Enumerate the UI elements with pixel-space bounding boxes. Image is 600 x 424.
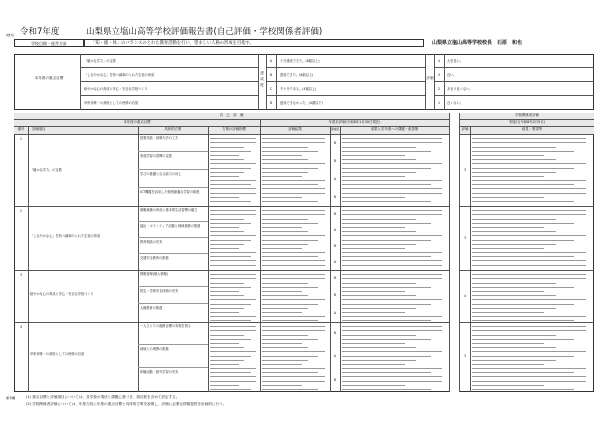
priority-item: 穏やかな心の育成と安心・安全な学校づくり <box>80 82 258 96</box>
measure: 規範意識の育成と基本的生活習慣の確立 <box>138 206 208 222</box>
priority-item: 甲州市唯一の高校としての使命の自覚 <box>84 101 139 105</box>
achievement-row <box>266 82 425 96</box>
result-text <box>262 271 328 321</box>
achievement-grade: B <box>266 68 277 81</box>
school-eval-grade: 3 <box>463 168 467 172</box>
ach-grade: B <box>333 195 337 199</box>
opinion-text <box>472 135 592 205</box>
policy-text-cell <box>84 39 424 47</box>
school-date-header: 実施日(令和8年2月5日) <box>460 120 594 127</box>
ach-grade: B <box>333 378 337 382</box>
priority-label: 本年度の重点目標 <box>34 76 64 80</box>
priority-list <box>80 54 258 110</box>
evaluation-text: あまり良くない。 <box>447 87 473 91</box>
ach-grade: B <box>333 212 337 216</box>
notes-line: (2) 学校関係者評価については、年度当初に年度の重点目標と具体的方策を説明し、評価に必要な情報提供を計画的に行う。 <box>26 402 227 406</box>
report-year: 令和7年度 <box>20 27 60 37</box>
notes-label: 備考欄 <box>6 396 16 400</box>
achievement-list <box>266 54 425 110</box>
result-text <box>262 207 328 269</box>
ach-grade: B <box>333 276 337 280</box>
evaluation-grade: 2 <box>437 87 441 91</box>
evaluation-label: 評価 <box>426 76 434 80</box>
policy-label-cell <box>14 39 84 47</box>
evaluation-text: 大変良い。 <box>447 59 463 63</box>
ach-grade: A <box>333 177 337 181</box>
priority-col-header: 本年度の重点目標 <box>14 120 260 127</box>
measure: 防災・学校安全体制の充実 <box>138 287 208 304</box>
method-text <box>210 323 258 391</box>
evaluation-row <box>434 54 594 68</box>
evaluation-text: 良い。 <box>447 73 457 77</box>
evaluation-row <box>434 96 594 110</box>
col-no-header: 番号 <box>14 127 28 134</box>
achievement-row <box>266 68 425 82</box>
achievement-grade: A <box>266 54 277 67</box>
achievement-row <box>266 96 425 110</box>
ach-grade: B <box>333 293 337 297</box>
measure: 情報管理(個人情報) <box>138 270 208 287</box>
school-eval-header: 学校関係者評価 <box>460 113 594 120</box>
col-measures-header: 具体的方策 <box>138 127 208 134</box>
ach-grade: A <box>333 311 337 315</box>
measure: 地域との連携の推進 <box>138 345 208 368</box>
principal-name: 山梨県立塩山高等学校校長 石原 和也 <box>432 40 523 46</box>
achievement-text: 達成できた。(6割以上) <box>280 73 314 77</box>
section-measures <box>138 270 208 322</box>
ach-grade: B <box>333 331 337 335</box>
evaluation-grade: 1 <box>437 101 441 105</box>
section-measures <box>138 206 208 270</box>
section-item: 「確かな学力」の定着 <box>30 168 62 172</box>
achievement-text: 十分達成できた。(8割以上) <box>280 59 320 63</box>
achievement-label: 達成度 <box>260 71 264 87</box>
col-opinion-header: 意見・要望等 <box>470 127 594 134</box>
evaluation-row <box>434 68 594 82</box>
section-no: 3 <box>19 273 23 277</box>
measure: 人権教育の推進 <box>140 306 163 310</box>
achievement-col <box>330 322 340 392</box>
table-gap <box>449 113 460 392</box>
achievement-col <box>330 270 340 322</box>
midterm-col-header: 年度末評価(令和8年1月30日現在) <box>260 120 449 127</box>
col-result-header: 評価結果 <box>260 127 330 134</box>
ach-grade: A <box>333 354 337 358</box>
ach-grade: B <box>333 141 337 145</box>
method-text <box>210 207 258 269</box>
school-eval-grade: 4 <box>463 294 467 298</box>
evaluation-text: 良くない。 <box>447 101 463 105</box>
evaluation-row <box>434 82 594 96</box>
priority-item: 「確かな学力」の定着 <box>80 54 258 68</box>
section-measures <box>138 134 208 206</box>
ach-grade: B <box>333 159 337 163</box>
measure: 学びの基盤となる能力の向上 <box>138 170 208 188</box>
notes-line: (1) 重点目標と評価項目については、各学校の現状と課題に基づき、項目数を含めて設定する。 <box>26 395 180 399</box>
report-title: 山梨県立塩山高等学校評価報告書(自己評価・学校関係者評価) <box>86 27 323 37</box>
col-items-header: 評価項目 <box>28 127 138 134</box>
achievement-grade: C <box>266 82 277 95</box>
self-eval-header: 自 己 評 価 <box>14 113 449 120</box>
opinion-text <box>472 323 592 391</box>
result-text <box>262 323 328 391</box>
col-ach-header: 達成度 <box>330 127 340 134</box>
achievement-col <box>330 134 340 206</box>
achievement-col <box>330 206 340 270</box>
ach-grade: A <box>333 260 337 264</box>
measure: 授業実践・指導方法の工夫 <box>138 134 208 152</box>
col-next-header: 成果と次年度への課題・改善策 <box>340 127 449 134</box>
form-tag: (様式) <box>6 33 15 37</box>
next-text <box>342 323 447 391</box>
measure: 福祉・ボランティア活動と地域貢献の推進 <box>138 222 208 238</box>
measure: ICT機器を活用した個別最適な学習の推進 <box>140 190 200 194</box>
next-text <box>342 135 447 205</box>
section-no: 1 <box>19 137 23 141</box>
opinion-text <box>472 207 592 269</box>
achievement-text: 達成できなかった。(4割以下) <box>280 101 323 105</box>
result-text <box>262 135 328 205</box>
evaluation-list <box>434 54 594 110</box>
achievement-text: 不十分である。(4割以上) <box>280 87 317 91</box>
section-no: 2 <box>19 209 23 213</box>
achievement-row <box>266 54 425 68</box>
section-no: 4 <box>19 325 23 329</box>
measure: 体験活動・探究学習の充実 <box>140 370 179 374</box>
section-item: 甲州市唯一の高校としての使命の自覚 <box>30 352 85 356</box>
next-text <box>342 207 447 269</box>
policy-label: 学校目標・経営方針 <box>31 41 67 46</box>
achievement-grade: D <box>266 96 277 110</box>
method-text <box>210 271 258 321</box>
section-item: 「しなやかな心」を持つ調和のとれた生徒の育成 <box>30 234 101 238</box>
method-text <box>210 135 258 205</box>
priority-item: 「しなやかな心」を持つ調和のとれた生徒の育成 <box>80 68 258 82</box>
ach-grade: B <box>333 244 337 248</box>
measure: 交通安全教育の推進 <box>140 256 169 260</box>
school-eval-grade: 3 <box>463 354 467 358</box>
evaluation-grade: 3 <box>437 73 441 77</box>
evaluation-grade: 4 <box>437 59 441 63</box>
opinion-text <box>472 271 592 321</box>
school-eval-grade: 3 <box>463 236 467 240</box>
section-item: 穏やかな心の育成と安心・安全な学校づくり <box>30 292 94 296</box>
col-eval-header: 評価 <box>460 127 470 134</box>
policy-text: 「知・徳・体」のバランスのとれた教育活動を行い、望ましい人格の形成を目指す。 <box>91 41 254 46</box>
measure: 一人ひとりの進路目標の実現を図る <box>138 322 208 345</box>
section-measures <box>138 322 208 392</box>
next-text <box>342 271 447 321</box>
measure: 教育相談の充実 <box>138 238 208 254</box>
measure: 家庭学習の習慣の定着 <box>138 152 208 170</box>
ach-grade: A <box>333 228 337 232</box>
col-method-header: 方策の評価指標 <box>208 127 260 134</box>
